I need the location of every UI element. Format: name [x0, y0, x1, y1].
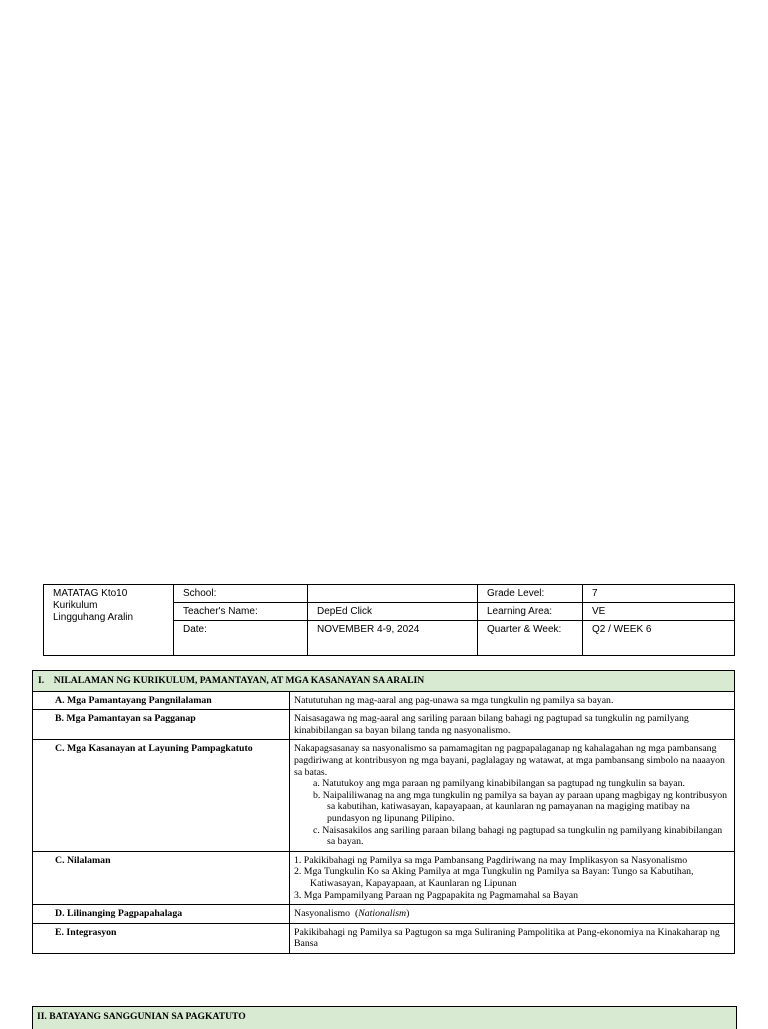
section-1-heading: I. NILALAMAN NG KURIKULUM, PAMANTAYAN, AT MGA KASANAYAN SA ARALIN: [33, 671, 735, 692]
content-topic-item: 2. Mga Tungkulin Ko sa Aking Pamilya at mga Tungkulin ng Pamilya sa Bayan: Tungo sa Kabutihan, Katiwasayan, Kapayapaan, at Kaunlaran ng Lipunan: [294, 866, 694, 889]
learning-area-value: VE: [583, 603, 735, 621]
section-2-heading: II. BATAYANG SANGGUNIAN SA PAGKATUTO: [32, 1006, 737, 1029]
learning-competencies-label: C. Mga Kasanayan at Layuning Pampagkatuto: [55, 743, 253, 755]
content-topic-item: 3. Mga Pampamilyang Paraan ng Pagpapakita ng Pagmamahal sa Bayan: [294, 889, 579, 901]
title-line-2: Kurikulum: [53, 600, 98, 611]
learning-area-label: Learning Area:: [478, 603, 583, 621]
content-label: C. Nilalaman: [33, 851, 290, 904]
learning-objective-item: b. Naipaliliwanag na ang mga tungkulin ng pamilya sa bayan ay paraan upang magbigay ng kontribusyon sa kabutihan, katiwasayan, kapayapaan, at kaunlaran ng pamayanan na magiging matibay na pundasyon ng lipunang Pilipino.: [313, 789, 728, 824]
integration-label: E. Integrasyon: [33, 923, 290, 953]
curriculum-title: [44, 585, 174, 656]
quarter-week-label: Quarter & Week:: [478, 621, 583, 656]
learning-objective-item: a. Natutukoy ang mga paraan ng pamilyang kinabibilangan sa pagtupad ng tungkulin sa bayan.: [313, 778, 685, 790]
quarter-week-value: Q2 / WEEK 6: [583, 621, 735, 656]
teacher-name-value: DepEd Click: [308, 603, 478, 621]
date-value: NOVEMBER 4-9, 2024: [308, 621, 478, 656]
content-standards-text: Natututuhan ng mag-aaral ang pag-unawa sa mga tungkulin ng pamilya sa bayan.: [290, 691, 735, 710]
learning-objectives-list: [294, 778, 730, 848]
content-cell: [290, 851, 735, 904]
grade-level-value: 7: [583, 585, 735, 603]
learning-competencies-cell: [290, 740, 735, 851]
learning-competencies-intro: Nakapagsasanay sa nasyonalismo sa pamamagitan ng pagpapalaganap ng kahalagahan ng mga pambansang pagdiriwang at kontribusyon ng mga bayani, paglalagay ng watawat, at mga pambansang simbolo na naaayon sa batas.: [294, 743, 725, 778]
school-value: [308, 585, 478, 603]
teacher-name-label: Teacher's Name:: [174, 603, 308, 621]
content-standards-label: A. Mga Pamantayang Pangnilalaman: [33, 691, 290, 710]
grade-level-label: Grade Level:: [478, 585, 583, 603]
values-close: ): [406, 908, 410, 920]
school-label: School:: [174, 585, 308, 603]
values-text: [290, 905, 735, 924]
values-english: Nationalism: [358, 908, 407, 920]
date-label: Date:: [174, 621, 308, 656]
integration-text: Pakikibahagi ng Pamilya sa Pagtugon sa mga Suliraning Pampolitika at Pang-ekonomiya na Kinakaharap ng Bansa: [290, 923, 735, 953]
learning-competencies-label-cell: [33, 740, 290, 851]
performance-standards-text: Naisasagawa ng mag-aaral ang sariling paraan bilang bahagi ng pagtupad sa tungkulin ng pamilyang kinabibilangan sa bayan bilang tanda ng nasyonalismo.: [290, 710, 735, 740]
learning-objective-item: c. Naisasakilos ang sariling paraan bilang bahagi ng pagtupad sa tungkulin ng pamilyang kinabibilangan sa bayan.: [313, 824, 723, 848]
values-main: Nasyonalismo (: [294, 908, 359, 920]
title-line-3: Lingguhang Aralin: [53, 612, 134, 623]
content-topics-list: [294, 855, 730, 901]
content-topic-item: 1. Pakikibahagi ng Pamilya sa mga Pambansang Pagdiriwang na may Implikasyon sa Nasyonalismo: [294, 854, 688, 866]
lesson-header-table: [43, 584, 735, 656]
title-line-1: MATATAG Kto10: [53, 588, 128, 599]
curriculum-content-table: [32, 670, 735, 954]
values-label: D. Lilinanging Pagpapahalaga: [33, 905, 290, 924]
performance-standards-label: B. Mga Pamantayan sa Pagganap: [33, 710, 290, 740]
